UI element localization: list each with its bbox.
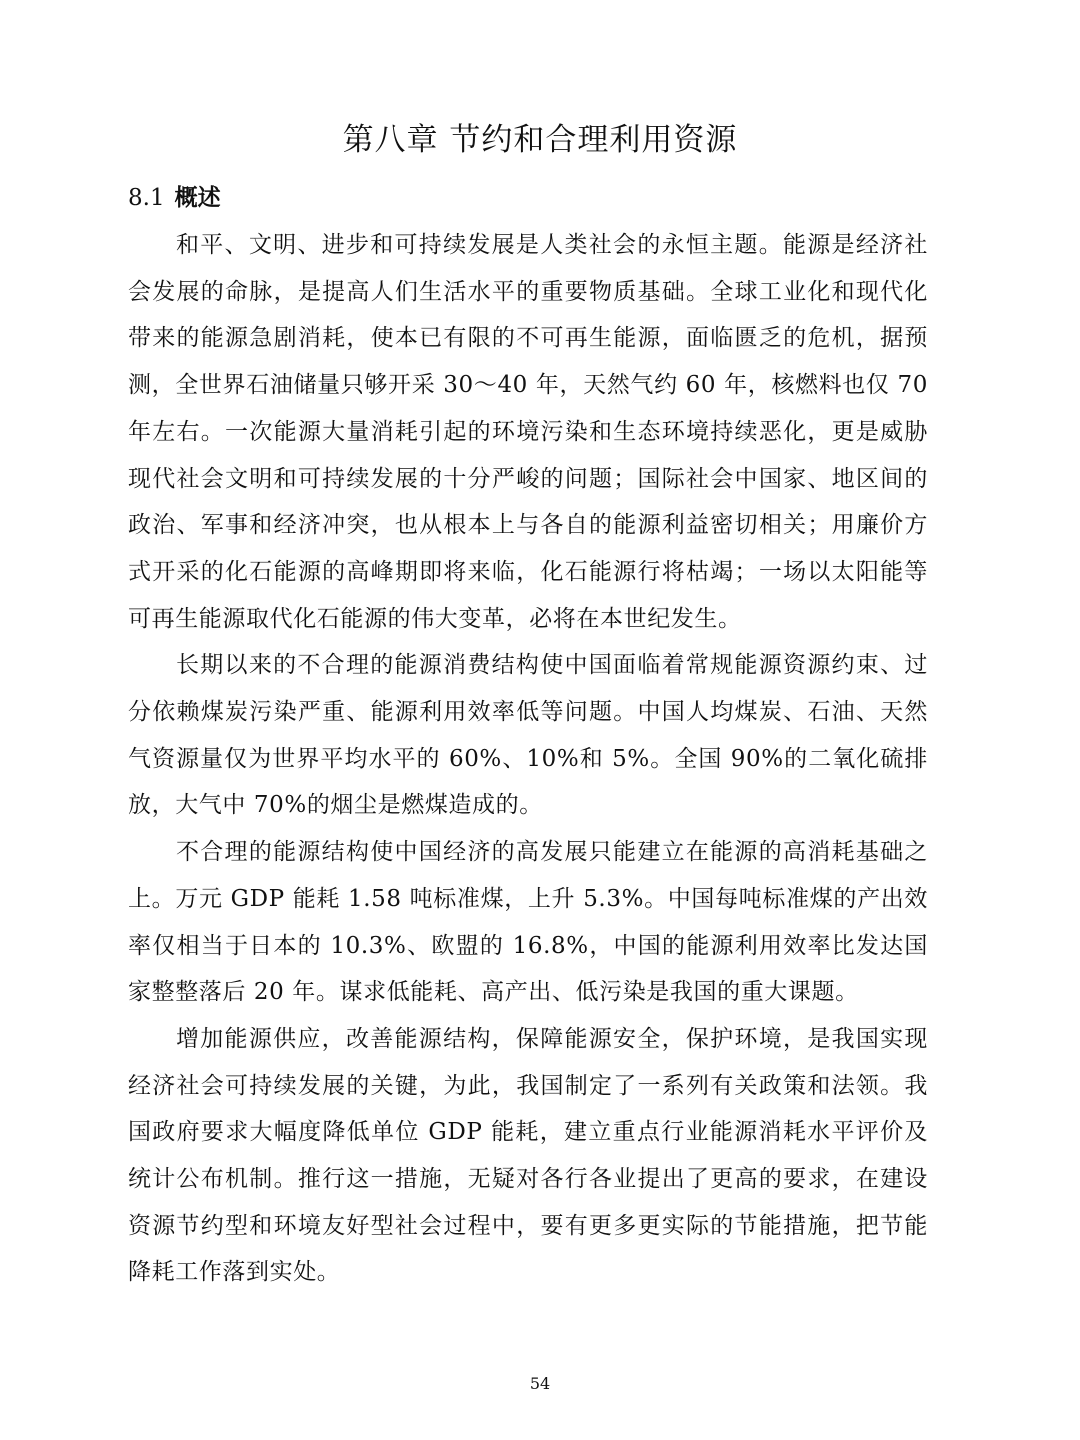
body-text [128,222,928,1296]
paragraph: 不合理的能源结构使中国经济的高发展只能建立在能源的高消耗基础之上。万元 GDP 能耗 1.58 吨标准煤，上升 5.3%。中国每吨标准煤的产出效率仅相当于日本的 10.3%、欧盟的 16.8%，中国的能源利用效率比发达国家整整落后 20 年。谋求低能耗、高产出、低污染是我国的重大课题。 [128,839,928,1006]
page-number: 54 [529,1374,551,1393]
section-heading [128,178,221,218]
section-title: 概述 [174,185,221,211]
paragraph: 和平、文明、进步和可持续发展是人类社会的永恒主题。能源是经济社会发展的命脉，是提高人们生活水平的重要物质基础。全球工业化和现代化带来的能源急剧消耗，使本已有限的不可再生能源，面临匮乏的危机，据预测，全世界石油储量只够开采 30～40 年，天然气约 60 年，核燃料也仅 70 年左右。一次能源大量消耗引起的环境污染和生态环境持续恶化，更是威胁现代社会文明和可持续发展的十分严峻的问题；国际社会中国家、地区间的政治、军事和经济冲突，也从根本上与各自的能源利益密切相关；用廉价方式开采的化石能源的高峰期即将来临，化石能源行将枯竭；一场以太阳能等可再生能源取代化石能源的伟大变革，必将在本世纪发生。 [128,232,928,632]
chapter-title: 第八章 节约和合理利用资源 [342,122,738,158]
paragraph: 长期以来的不合理的能源消费结构使中国面临着常规能源资源约束、过分依赖煤炭污染严重、能源利用效率低等问题。中国人均煤炭、石油、天然气资源量仅为世界平均水平的 60%、10%和 5%。全国 90%的二氧化硫排放，大气中 70%的烟尘是燃煤造成的。 [128,652,928,819]
paragraph: 增加能源供应，改善能源结构，保障能源安全，保护环境，是我国实现经济社会可持续发展的关键，为此，我国制定了一系列有关政策和法领。我国政府要求大幅度降低单位 GDP 能耗，建立重点行业能源消耗水平评价及统计公布机制。推行这一措施，无疑对各行各业提出了更高的要求，在建设资源节约型和环境友好型社会过程中，要有更多更实际的节能措施，把节能降耗工作落到实处。 [128,1025,928,1286]
section-number: 8.1 [128,185,165,211]
